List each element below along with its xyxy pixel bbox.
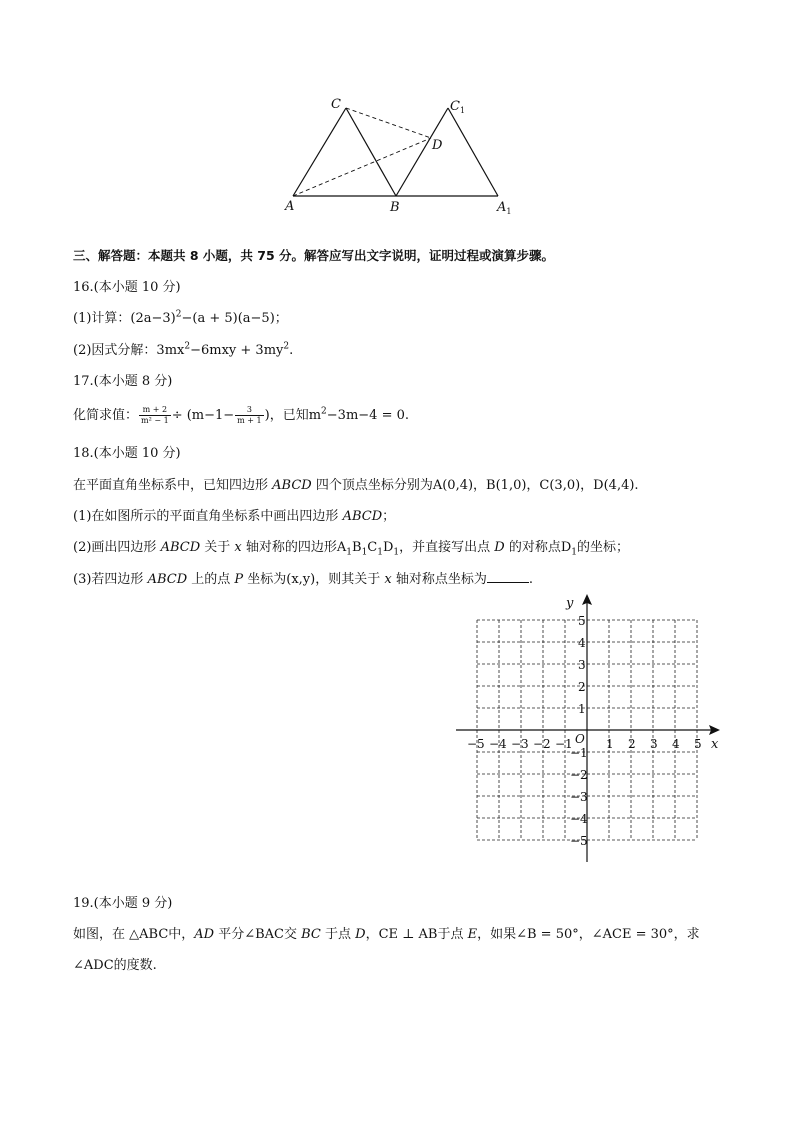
q16-p2-exp1: 2 [184,341,191,352]
q18-intro-b: 四个顶点坐标分别为A(0,4)，B(1,0)，C(3,0)，D(4,4). [311,478,639,493]
q18-p2-i: 的坐标； [577,540,630,555]
q17-f2-num: 3 [235,405,263,416]
x-axis-label: x [711,737,719,752]
y-tick-label: 3 [578,658,586,672]
q18-p2-s3: 1 [377,547,383,558]
dashed-ad [293,138,431,196]
q16-header: 16.(本小题 10 分) [73,280,181,295]
x-tick-label: 3 [650,737,658,751]
q18-p2-d: B [352,540,362,555]
y-tick-label: −2 [570,768,588,782]
q18-p2-e: C [367,540,378,555]
q16-p2-prefix: (2)因式分解： [73,343,157,358]
q19-header: 19.(本小题 9 分) [73,896,173,911]
q17-fraction-1 [139,405,171,426]
q18-p3-b: 上的点 [187,572,235,587]
segment-cb [346,108,396,196]
q17-fraction-2 [235,405,263,426]
dashed-cd [346,108,431,138]
y-tick-label: −3 [570,790,588,804]
origin-label: O [575,732,585,746]
q18-p3-x: x [384,572,392,587]
q18-p2-x: x [234,540,242,555]
q18-p3-c: 坐标为(x,y)，则其关于 [243,572,385,587]
answer-blank[interactable] [487,570,529,583]
q18-p2-point-d: D [494,540,505,555]
q18-header: 18.(本小题 10 分) [73,446,181,461]
q18-p1-abcd: ABCD [342,509,383,524]
section-heading: 三、解答题：本题共 8 小题，共 75 分。解答应写出文字说明，证明过程或演算步骤。 [73,248,555,263]
q18-p1-a: (1)在如图所示的平面直角坐标系中画出四边形 [73,509,343,524]
q18-p2-s5: 1 [571,547,578,558]
x-tick-label: −3 [511,737,529,751]
q18-intro-a: 在平面直角坐标系中，已知四边形 [73,478,273,493]
y-tick-label: 5 [578,614,586,628]
q18-p2-abcd: ABCD [160,540,201,555]
q18-part3 [73,570,533,589]
label-a1: $A_1$ [497,200,512,216]
coordinate-grid [450,590,730,870]
q18-p3-p: P [234,572,244,587]
q16-p2-b: −6mxy + 3my [190,343,284,358]
triangle-figure [270,90,530,220]
q18-p1-b: ； [382,509,396,524]
q18-p2-c: 轴对称的四边形A [241,540,347,555]
q19-l1-b: 平分∠BAC交 [214,927,302,942]
y-tick-label: 2 [578,680,586,694]
label-b: B [390,200,400,215]
q17-tail-a: )，已知m [264,408,322,423]
q19-point-d: D [355,927,366,942]
q18-p2-s4: 1 [393,547,400,558]
y-axis-label: y [566,596,574,611]
segment-c1a1 [448,108,498,196]
x-tick-label: −1 [555,737,573,751]
q17-prefix: 化简求值： [73,408,139,423]
q16-p2-c: . [289,343,294,358]
q19-l1-e: ，如果∠B = 50°，∠ACE = 30°，求 [477,927,700,942]
q17-tail-b: −3m−4 = 0. [326,408,409,423]
y-tick-label: 4 [578,636,586,650]
q17-header: 17.(本小题 8 分) [73,374,173,389]
q18-p3-abcd: ABCD [147,572,188,587]
y-tick-label: 1 [578,702,586,716]
y-tick-label: −5 [570,834,588,848]
q19-line1 [73,926,700,944]
x-tick-label: 2 [628,737,636,751]
x-tick-label: 1 [606,737,614,751]
y-tick-label: −4 [570,812,588,826]
label-d: D [432,138,443,153]
q18-p2-a: (2)画出四边形 [73,540,161,555]
q17-f1-num: m + 2 [139,405,171,416]
x-tick-label: −4 [489,737,507,751]
q16-p2-a: 3mx [156,343,185,358]
q18-p3-e: . [528,572,533,587]
q18-intro-abcd: ABCD [272,478,312,493]
x-tick-label: 4 [672,737,680,751]
q17-tail-exp: 2 [321,406,327,417]
x-tick-label: 5 [694,737,702,751]
label-c1: $C_1$ [450,99,466,115]
q19-ad: AD [194,927,215,942]
q16-part1 [73,310,288,328]
label-a: A [285,199,295,214]
q19-l1-a: 如图，在 △ABC中， [73,927,195,942]
q18-part2 [73,539,629,557]
q18-p2-h: 的对称点D [504,540,572,555]
q16-p1-exp: 2 [175,309,182,320]
q19-l1-d: ，CE ⊥ AB于点 [365,927,468,942]
q16-p1-expr: (2a−3) [130,311,176,326]
q18-p2-b: 关于 [200,540,235,555]
q19-point-e: E [467,927,478,942]
y-tick-label: −1 [570,746,588,760]
q18-p2-s2: 1 [361,547,368,558]
q18-part1 [73,508,395,526]
q16-p1-expr-b: −(a + 5)(a−5)； [181,311,288,326]
q18-p2-s1: 1 [346,547,352,558]
q18-p3-a: (3)若四边形 [73,572,148,587]
q16-part2 [73,342,293,360]
x-tick-label: −2 [533,737,551,751]
q19-bc: BC [301,927,321,942]
q17-f1-den: m² − 1 [141,416,169,425]
q16-p1-prefix: (1)计算： [73,311,131,326]
label-c: C [331,97,341,112]
q18-intro [73,477,639,495]
q17-mid: ÷ (m−1− [171,408,235,423]
q18-p3-d: 轴对称点坐标为 [391,572,487,587]
q16-p2-exp2: 2 [283,341,290,352]
q18-p2-g: ，并直接写出点 [399,540,495,555]
q17-f2-den: m + 1 [237,416,262,425]
q17-body [73,404,409,428]
q19-line2: ∠ADC的度数. [73,958,157,973]
segment-ac [293,108,346,196]
q19-l1-c: 于点 [320,927,356,942]
q18-p2-f: D [382,540,394,555]
x-tick-label: −5 [467,737,485,751]
